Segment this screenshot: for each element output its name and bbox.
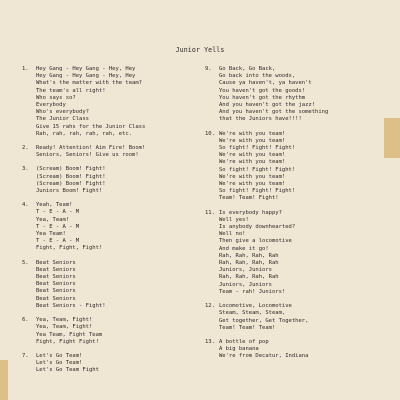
- yell-line: (Scream) Boom! Fight!: [36, 173, 106, 180]
- yell-line: We're from Decatur, Indiana: [219, 353, 309, 360]
- yell-number: 7.: [22, 352, 29, 359]
- yell-line: A big banana: [219, 346, 259, 353]
- yell-line: Rah, Rah, Rah, Rah: [219, 252, 279, 259]
- yell-line: Let's Go Team!: [36, 352, 83, 359]
- yell-line: We're with you team!: [219, 173, 286, 180]
- yell-line: What's the matter with the team?: [36, 80, 142, 87]
- yell-line: So fight! Fight! Fight!: [219, 188, 296, 195]
- yell-line: We're with you team!: [219, 152, 286, 159]
- yell-lines: [219, 339, 385, 361]
- yell-line: Go Back, Go Back,: [219, 66, 276, 72]
- yell-number: 10.: [205, 130, 215, 137]
- right-column: [205, 66, 385, 368]
- yell-lines: [36, 66, 197, 138]
- yell-line: So fight! Fight! Fight!: [219, 166, 296, 173]
- yell-line: Rah, Rah, Rah, Rah: [219, 260, 279, 267]
- yell-line: We're with you team!: [219, 137, 286, 144]
- yell-line: Cause ya haven't, ya haven't: [219, 80, 312, 87]
- yell-line: So fight! Fight! Fight!: [219, 145, 296, 152]
- yell-line: Then give a locomotive: [219, 238, 292, 245]
- yell-line: Get together, Get Together,: [219, 317, 309, 324]
- yell-line: And you haven't got the something: [219, 109, 329, 116]
- yell-block: [205, 210, 385, 296]
- yell-line: Beat Seniors: [36, 266, 76, 273]
- yell-line: Go back into the woods,: [219, 73, 296, 80]
- yell-line: Team - rah! Juniors!: [219, 288, 286, 295]
- yell-lines: [219, 66, 385, 124]
- yell-lines: [36, 202, 197, 252]
- yell-line: Hey Gang - Hey Gang - Hey, Hey: [36, 73, 136, 80]
- yell-line: Seniors, Seniors! Give us room!: [36, 152, 139, 159]
- yell-line: You haven't got the goods!: [219, 87, 306, 94]
- yell-line: Locomotive, Locomotive: [219, 303, 292, 310]
- yell-line: You haven't got the rhythm: [219, 94, 306, 101]
- yell-line: Juniors, Juniors: [219, 267, 272, 274]
- yell-line: Juniors, Juniors: [219, 281, 272, 288]
- yell-line: Beat Seniors: [36, 259, 76, 266]
- yell-line: Give 15 rahs for the Junior Class: [36, 123, 146, 130]
- yell-line: Yea, Team, Fight!: [36, 324, 93, 331]
- yell-line: Team! Team! Team!: [219, 324, 276, 331]
- yell-line: A bottle of pop: [219, 338, 269, 345]
- yell-line: And make it go!: [219, 245, 269, 252]
- yell-number: 13.: [205, 338, 215, 345]
- yell-block: [22, 202, 197, 252]
- yell-line: Hey Gang - Hey Gang - Hey, Hey: [36, 66, 136, 72]
- yell-line: Yea Team!: [36, 231, 66, 238]
- yell-line: We're with you team!: [219, 159, 286, 166]
- yell-number: 9.: [205, 66, 212, 72]
- yell-line: Juniors Boom! Fight!: [36, 188, 103, 195]
- yell-lines: [36, 317, 197, 346]
- yell-line: Is everybody happy?: [219, 209, 282, 216]
- yell-line: Who says so?: [36, 94, 76, 101]
- yell-block: [205, 303, 385, 332]
- yell-number: 5.: [22, 259, 29, 266]
- yell-line: Team! Team! Fight!: [219, 195, 279, 202]
- yell-line: T - E - A - M: [36, 238, 80, 245]
- yell-block: [22, 353, 197, 375]
- yell-line: (Scream) Boom! Fight!: [36, 166, 106, 173]
- yell-block: [205, 66, 385, 124]
- yell-line: Let's Go Team!: [36, 360, 83, 367]
- yell-block: [22, 317, 197, 346]
- yell-line: Beat Seniors: [36, 274, 76, 281]
- yell-line: Rah, rah, rah, rah, rah, etc.: [36, 130, 133, 137]
- yell-line: Everybody: [36, 102, 66, 109]
- yell-lines: [219, 210, 385, 296]
- yell-lines: [36, 145, 197, 159]
- yell-line: T - E - A - M: [36, 209, 80, 216]
- yell-lines: [219, 303, 385, 332]
- yell-lines: [219, 131, 385, 203]
- yell-line: We're with you team!: [219, 181, 286, 188]
- yell-block: [205, 339, 385, 361]
- yell-line: Fight, Fight, Fight!: [36, 245, 103, 252]
- tape-strip-top-right: [384, 118, 400, 158]
- yell-lines: [36, 353, 197, 375]
- document-title: Junior Yells: [175, 46, 225, 54]
- yell-number: 1.: [22, 66, 29, 72]
- yell-line: that the Juniors have!!!!: [219, 116, 302, 123]
- yell-line: Fight, Fight Fight!: [36, 338, 99, 345]
- yell-line: Well yes!: [219, 216, 249, 223]
- yell-line: Yeah, Team!: [36, 202, 73, 209]
- yell-line: (Scream) Boom! Fight!: [36, 180, 106, 187]
- yell-line: Beat Seniors: [36, 288, 76, 295]
- yell-line: Beat Seniors: [36, 295, 76, 302]
- yell-line: Beat Seniors - Fight!: [36, 302, 106, 309]
- yell-lines: [36, 166, 197, 195]
- tape-strip-bottom-left: [0, 360, 8, 400]
- yell-line: Let's Go Team Fight: [36, 367, 99, 374]
- yell-line: T - E - A - M: [36, 223, 80, 230]
- yell-line: The team's all right!: [36, 87, 106, 94]
- yell-line: Yea Team, Fight Team: [36, 331, 103, 338]
- left-column: [22, 66, 197, 382]
- yell-line: And you haven't got the jazz!: [219, 102, 316, 109]
- yell-line: Who's everybody?: [36, 109, 89, 116]
- yell-number: 11.: [205, 209, 215, 216]
- yell-number: 6.: [22, 317, 29, 324]
- yell-lines: [36, 260, 197, 310]
- yell-line: We're with you team!: [219, 130, 286, 137]
- yell-line: Yea, Team!: [36, 216, 70, 223]
- yell-number: 12.: [205, 303, 215, 310]
- yell-line: Yea, Team, Fight!: [36, 317, 93, 324]
- yell-block: [22, 145, 197, 159]
- yell-block: [205, 131, 385, 203]
- yell-line: Rah, Rah, Rah, Rah: [219, 274, 279, 281]
- yell-block: [22, 166, 197, 195]
- yell-line: The Junior Class: [36, 116, 89, 123]
- yell-block: [22, 260, 197, 310]
- yell-number: 3.: [22, 166, 29, 173]
- yell-number: 4.: [22, 202, 29, 209]
- yell-number: 2.: [22, 145, 29, 152]
- yell-line: Is anybody downhearted?: [219, 224, 296, 231]
- yell-line: Well no!: [219, 231, 246, 238]
- yell-line: Ready! Attention! Aim Fire! Boom!: [36, 145, 146, 152]
- yell-line: Beat Seniors: [36, 281, 76, 288]
- yell-block: [22, 66, 197, 138]
- yell-line: Steam, Steam, Steam,: [219, 310, 286, 317]
